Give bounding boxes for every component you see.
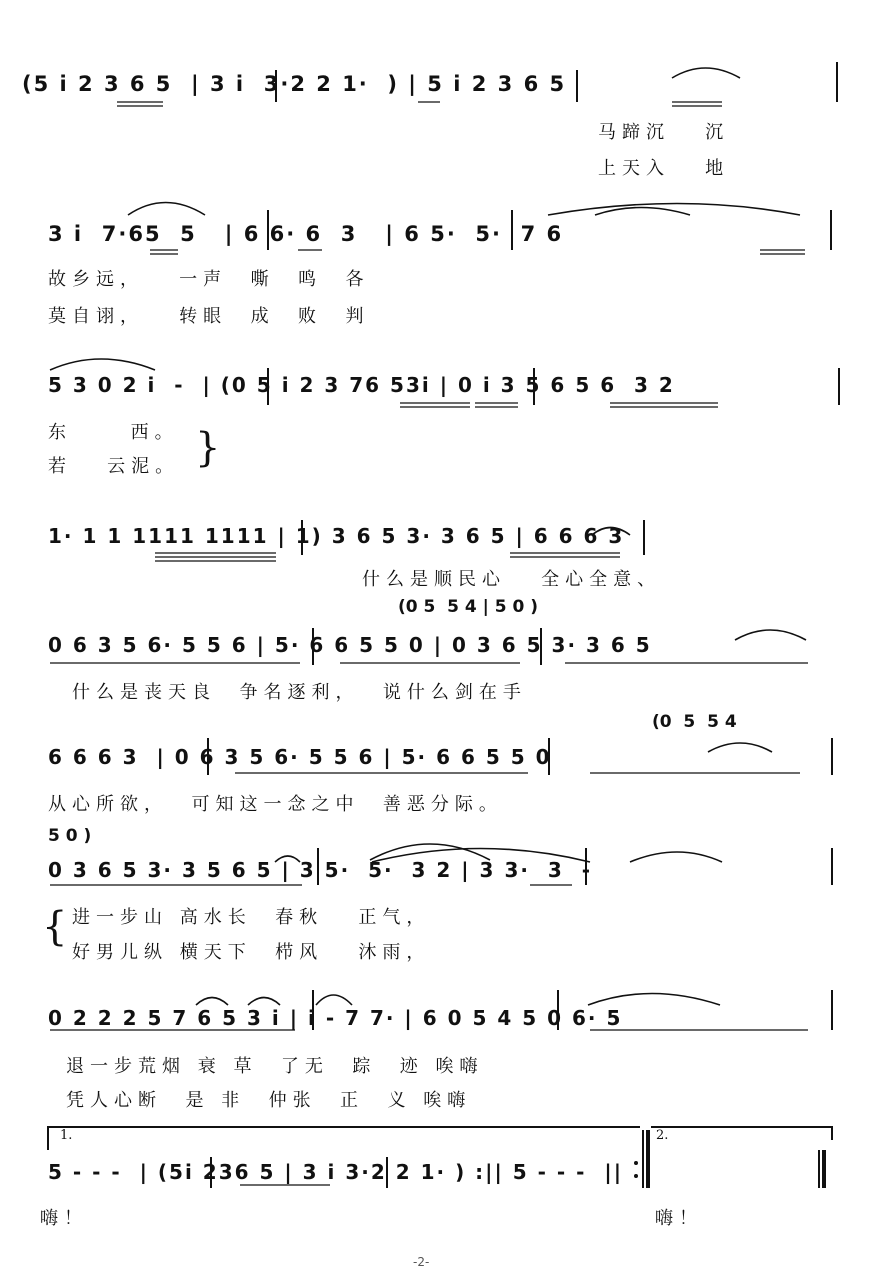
system-8-lyric-2: 凭人心断 是 非 仲张 正 义 唉嗨 [66,1090,472,1111]
system-6-lyric-1: 从心所欲， 可知这一念之中 善恶分际。 [48,794,503,815]
system-1-lyric-1: 马蹄沉 沉 [598,122,730,143]
system-3-lyric-2: 若 云泥。 [48,456,180,477]
system-5-notes: 0 6 3 5 6· 5 5 6 | 5· 6 6 5 5 0 | 0 3 6 5 3· 3 6 5 [48,633,652,657]
system-4-notes: 1· 1 1 1111 1111 | 1) 3 6 5 3· 3 6 5 | 6 6 6 3 [48,524,625,548]
system-7-notes: 0 3 6 5 3· 3 5 6 5 | 3 5· 5· 3 2 | 3 3· 3 - [48,858,593,882]
system-5-lyric-1: 什么是丧天良 争名逐利， 说什么剑在手 [72,682,527,703]
system-7-lyric-2: 好男儿纵 横天下 栉风 沐雨， [72,942,431,963]
system-4-lyric-1: 什么是顺民心 全心全意、 [362,569,662,590]
system-2-lyric-1: 故乡远， 一声 嘶 鸣 各 [48,269,370,290]
system-9-lyric-1: 嗨！ [40,1208,88,1229]
page-number: -2- [413,1255,430,1269]
system-3-notes: 5 3 0 2 i - | (0 5 i 2 3 76 53i | 0 i 3 5 6 5 6 3 2 [48,373,675,397]
system-8-notes: 0 2 2 2 5 7 6 5 3 i | i - 7 7· | 6 0 5 4 5 0 6· 5 [48,1006,623,1030]
system-7-lyric-1: 进一步山 高水长 春秋 正气， [72,907,431,928]
system-3-lyric-1: 东 西。 [48,422,179,443]
first-ending-label: 1. [60,1128,73,1143]
system-8-lyric-1: 退一步荒烟 衰 草 了无 踪 迹 唉嗨 [66,1056,484,1077]
left-brace: { [42,904,68,950]
right-brace: } [195,425,221,471]
system-9-notes: 5 - - - | (5i 236 5 | 3 i 3·2 2 1· ) :|| 5 - - - || [48,1160,623,1184]
system-6-notes: 6 6 6 3 | 0 6 3 5 6· 5 5 6 | 5· 6 6 5 5 0 [48,745,552,769]
second-ending-label: 2. [656,1128,669,1143]
system-1-lyric-2: 上天入 地 [598,158,730,179]
sub-line-1: (0 5 5 4 | 5 0 ) [398,597,539,617]
system-2-lyric-2: 莫自诩， 转眼 成 败 判 [48,306,370,327]
system-1-notes: (5 i 2 3 6 5 | 3 i 3·2 2 1· ) | 5 i 2 3 6 5 [22,72,567,96]
sub-line-2: (0 5 5 4 [652,712,737,732]
system-2-notes: 3 i 7·65 5 | 6 6· 6 3 | 6 5· 5· 7 6 [48,222,564,246]
barline-dots [634,1161,638,1178]
system-9-lyric-2: 嗨！ [655,1208,703,1229]
sub-line-3: 5 0 ) [48,826,92,846]
